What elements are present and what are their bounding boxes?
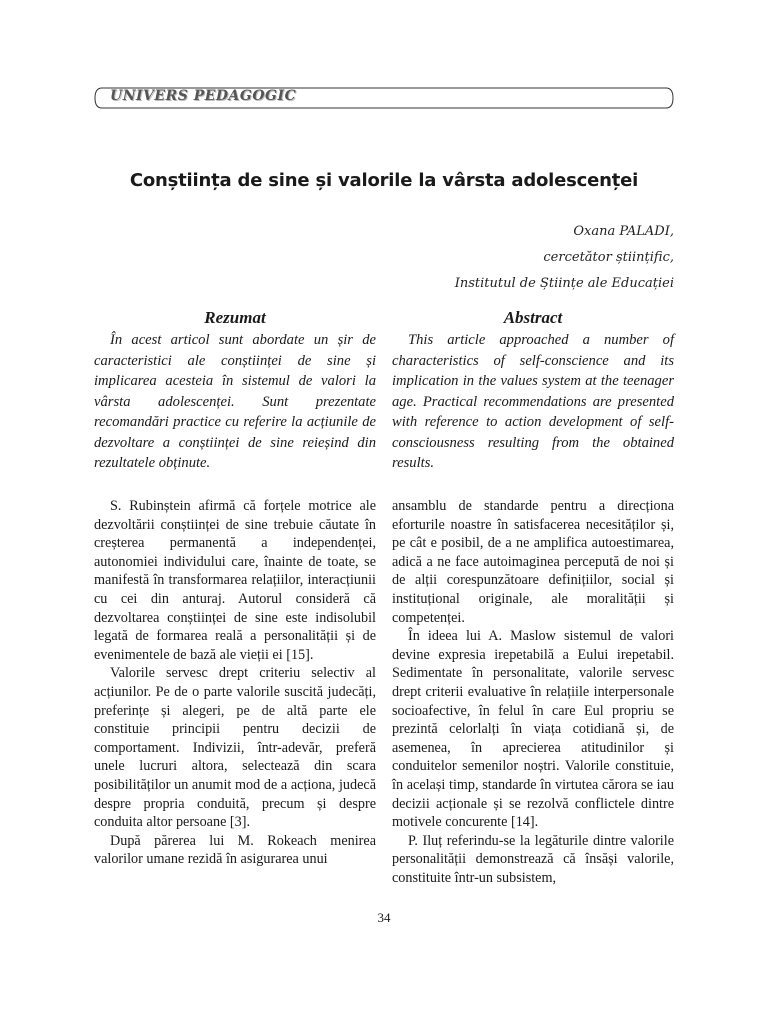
body-paragraph: P. Iluț referindu-se la legăturile dintre valorile personalității demonstrează că însăși valorile, constituite într-un subsistem, [392,832,674,886]
body-paragraph: Valorile servesc drept criteriu selectiv al acțiunilor. Pe de o parte valorile suscită judecăți, preferințe și alegeri, pe de altă parte ele constituie principii pentru decizii de comportament. Indivizii, într-adevăr, preferă unele lucruri altora, selectează din scara posibilităților un anumit mod de a acționa, judecă despre propria conduită, precum și despre conduita altor persoane [3]. [94,665,376,831]
body-paragraph: ansamblu de standarde pentru a direcționa eforturile noastre în satisfacerea necesităților și, pe cât e posibil, de a ne amplifica autoestimarea, adică a ne face autoimaginea percepută de noi și de alții corespunzătoare definițiilor, social și instituțional originale, ale moralității și competenței. [392,498,674,626]
body-paragraph: După părerea lui M. Rokeach menirea valorilor umane rezidă în asigurarea unui [94,832,376,868]
journal-name: UNIVERS PEDAGOGIC [110,88,297,104]
rezumat-heading: Rezumat [204,308,266,327]
body-column-right [392,497,674,887]
body-paragraph: În ideea lui A. Maslow sistemul de valori devine expresia irepetabilă a Eului irepetabil. Sedimentate în personalitate, valorile servesc drept criterii evaluative în relațiile interpersonale socioafective, în felul în care Eul propriu se prezintă celorlalți în viața cotidiană și, de asemenea, în aprecierea atitudinilor și conduitelor semenilor noștri. Valorile constituie, în același timp, standarde în virtutea cărora se iau decizii acționale și se rezolvă conflictele dintre motivele concurente [14]. [392,628,674,831]
article-title: Conștiința de sine și valorile la vârsta adolescenței [129,170,639,191]
rezumat-text: În acest articol sunt abordate un șir de caracteristici ale conștiinței de sine și implicarea acesteia în sistemul de valori la vârsta adolescenței. Sunt prezentate recomandări practice cu referire la acțiunile de dezvoltare a conștiinței de sine reieșind din rezultatele obținute. [94,332,376,471]
abstract-text: This article approached a number of characteristics of self-conscience and its implication in the values system at the teenager age. Practical recommendations are presented with reference to action development of self-consciousness resulting from the obtained results. [392,332,674,471]
page-number: 34 [377,910,391,925]
body-paragraph: S. Rubinștein afirmă că forțele motrice ale dezvoltării conștiinței de sine trebuie căutate în creșterea permanentă a independenței, autonomiei individului care, înainte de toate, se manifestă în transformarea relațiilor, interacțiunii cu cei din anturaj. Autorul consideră că dezvoltarea conștiinței de sine este indisolubil legată de formarea reală a personalității și de evenimentele de bază ale vieții ei [15]. [94,498,376,663]
body-column-left [94,497,376,869]
author-institution: Institutul de Științe ale Educației [454,276,674,291]
running-header [94,87,674,109]
abstract-heading: Abstract [503,308,563,327]
author-position: cercetător științific, [543,250,674,265]
author-name: Oxana PALADI, [573,224,674,239]
